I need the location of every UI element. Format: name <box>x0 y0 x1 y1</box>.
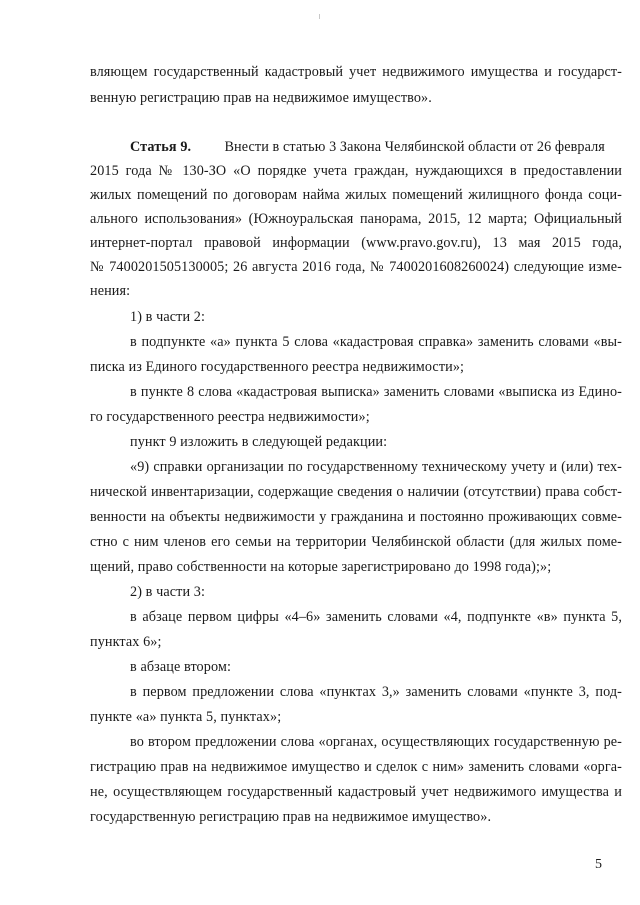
text-line-6: ального использования» (Южноуральская панорама, 2015, 12 марта; Официальный <box>90 211 622 227</box>
text-line-11: в подпункте «а» пункта 5 слова «кадастровая справка» заменить словами «вы- <box>130 334 622 350</box>
scan-mark <box>319 14 320 19</box>
page-number: 5 <box>595 857 602 872</box>
text-line-16: «9) справки организации по государственному техническому учету и (или) тех- <box>130 459 622 475</box>
text-line-28: гистрацию прав на недвижимое имущество и сделок с ним» заменить словами «орга- <box>90 759 622 775</box>
article-heading: Статья 9. <box>130 139 192 155</box>
text-line-8: № 7400201505130005; 26 августа 2016 года, № 7400201608260024) следующие изме- <box>90 259 622 275</box>
text-line-30: государственную регистрацию прав на недвижимое имущество». <box>90 809 492 825</box>
text-line-17: нической инвентаризации, содержащие сведения о наличии (отсутствии) права собст- <box>90 484 622 500</box>
text-line-23: пунктах 6»; <box>90 634 162 650</box>
text-line-10: 1) в части 2: <box>130 309 206 325</box>
text-line-22: в абзаце первом цифры «4–6» заменить словами «4, подпункте «в» пункта 5, <box>130 609 622 625</box>
text-line-7: интернет-портал правовой информации (www.pravo.gov.ru), 13 мая 2015 года, <box>90 235 622 251</box>
text-line-12: писка из Единого государственного реестра недвижимости»; <box>90 359 465 375</box>
text-line-20: щений, право собственности на которые зарегистрировано до 1998 года);»; <box>90 559 552 575</box>
text-line-2: венную регистрацию прав на недвижимое имущество». <box>90 90 432 106</box>
article-9-line <box>130 136 622 158</box>
text-line-27: во втором предложении слова «органах, осуществляющих государственную ре- <box>130 734 622 750</box>
text-line-18: венности на объекты недвижимости у гражданина и постоянно проживающих совме- <box>90 509 622 525</box>
text-line-19: стно с ним членов его семьи на территории Челябинской области (для жилых поме- <box>90 534 622 550</box>
text-line-25: в первом предложении слова «пунктах 3,» заменить словами «пункте 3, под- <box>130 684 622 700</box>
text-line-29: не, осуществляющем государственный кадастровый учет недвижимого имущества и <box>90 784 622 800</box>
text-line-24: в абзаце втором: <box>130 659 231 675</box>
text-line-13: в пункте 8 слова «кадастровая выписка» заменить словами «выписка из Едино- <box>130 384 622 400</box>
article-intro-text: Внести в статью 3 Закона Челябинской области от 26 февраля <box>224 139 605 155</box>
text-line-26: пункте «а» пункта 5, пунктах»; <box>90 709 282 725</box>
text-line-4: 2015 года № 130-ЗО «О порядке учета граждан, нуждающихся в предоставлении <box>90 163 622 179</box>
text-line-9: нения: <box>90 283 131 299</box>
text-line-1: вляющем государственный кадастровый учет недвижимого имущества и государст- <box>90 64 622 80</box>
text-line-14: го государственного реестра недвижимости»; <box>90 409 370 425</box>
text-line-15: пункт 9 изложить в следующей редакции: <box>130 434 388 450</box>
text-line-5: жилых помещений по договорам найма жилых помещений жилищного фонда соци- <box>90 187 622 203</box>
text-line-21: 2) в части 3: <box>130 584 206 600</box>
